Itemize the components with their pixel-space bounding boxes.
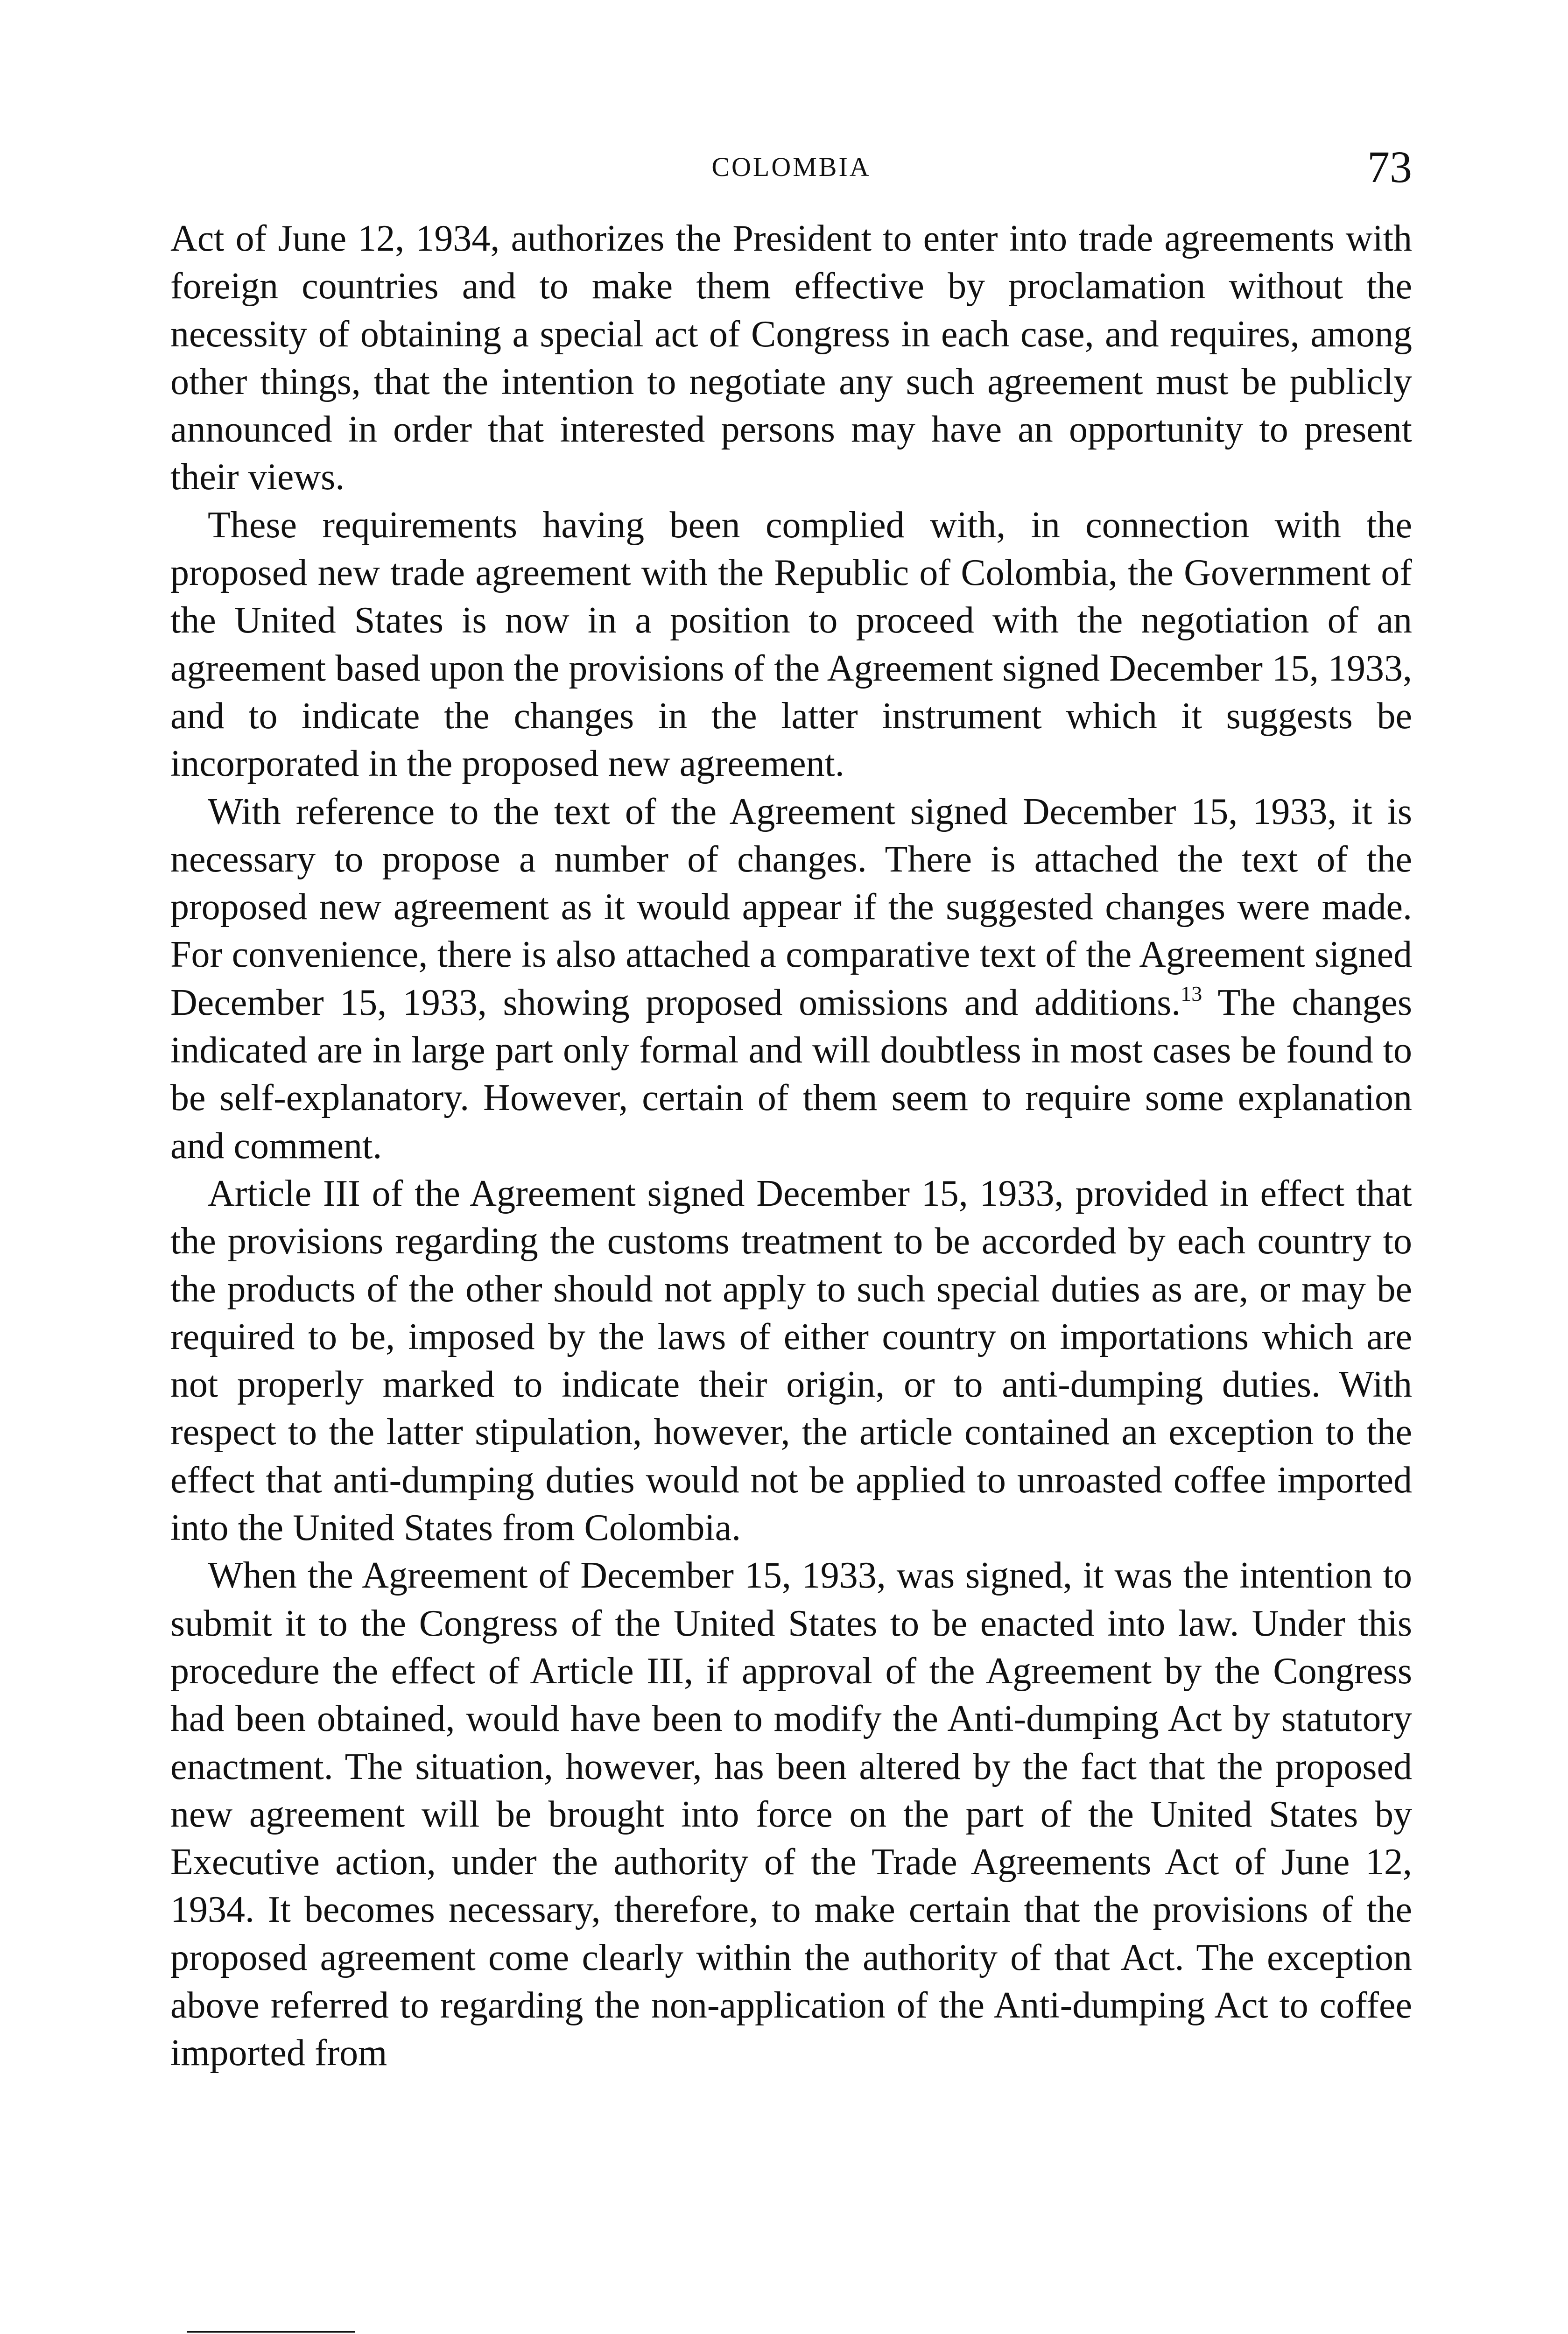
paragraph-3-text-after: The changes indicated are in large part only formal and will doubtless in most cases be found to be self-explanatory. However, certain of them seem to require some explanation and comment. [170,982,1412,1167]
paragraph-1: Act of June 12, 1934, authorizes the President to enter into trade agreements with foreign countries and to make them effective by proclamation without the necessity of obtaining a special act of Congress in each case, and requires, among other things, that the intention to negotiate any such agreement must be publicly announced in order that interested persons may have an opportunity to present their views. [170,218,1412,498]
paragraph-4: Article III of the Agreement signed December 15, 1933, provided in effect that the provisions regarding the customs treatment to be accorded by each country to the products of the other should not apply to such special duties as are, or may be required to be, imposed by the laws of either country on importations which are not properly marked to indicate their origin, or to anti-dumping duties. With respect to the latter stipulation, however, the article contained an exception to the effect that anti-dumping duties would not be applied to unroasted coffee imported into the United States from Colombia. [170,1173,1412,1549]
paragraph-2: These requirements having been complied with, in connection with the proposed new trade agreement with the Republic of Colombia, the Government of the United States is now in a position to proceed with the negotiation of an agreement based upon the provisions of the Agreement signed December 15, 1933, and to indicate the changes in the latter instrument which it suggests be incorporated in the proposed new agreement. [170,504,1412,785]
running-head [170,142,1412,204]
page-number: 73 [1367,142,1412,192]
paragraph-3-text-before: With reference to the text of the Agreement signed December 15, 1933, it is necessary to propose a number of changes. There is attached the text of the proposed new agreement as it would appear if the suggested changes were made. For convenience, there is also attached a comparative text of the Agreement signed December 15, 1933, showing proposed omissions and additions. [170,791,1412,1023]
paragraph-3 [170,788,1412,1170]
paragraph-5: When the Agreement of December 15, 1933, was signed, it was the intention to submit it to the Congress of the United States to be enacted into law. Under this procedure the effect of Article III, if approval of the Agreement by the Congress had been obtained, would have been to modify the Anti-dumping Act by statutory enactment. The situation, however, has been altered by the fact that the proposed new agreement will be brought into force on the part of the United States by Executive action, under the authority of the Trade Agreements Act of June 12, 1934. It becomes necessary, therefore, to make certain that the provisions of the proposed agreement come clearly within the authority of that Act. The exception above referred to regarding the non-application of the Anti-dumping Act to coffee imported from [170,1555,1412,2074]
running-title: COLOMBIA [711,152,871,182]
footnote-reference: 13 [1181,981,1202,1005]
footnote-divider [187,2331,355,2333]
body-text [170,215,1412,2077]
